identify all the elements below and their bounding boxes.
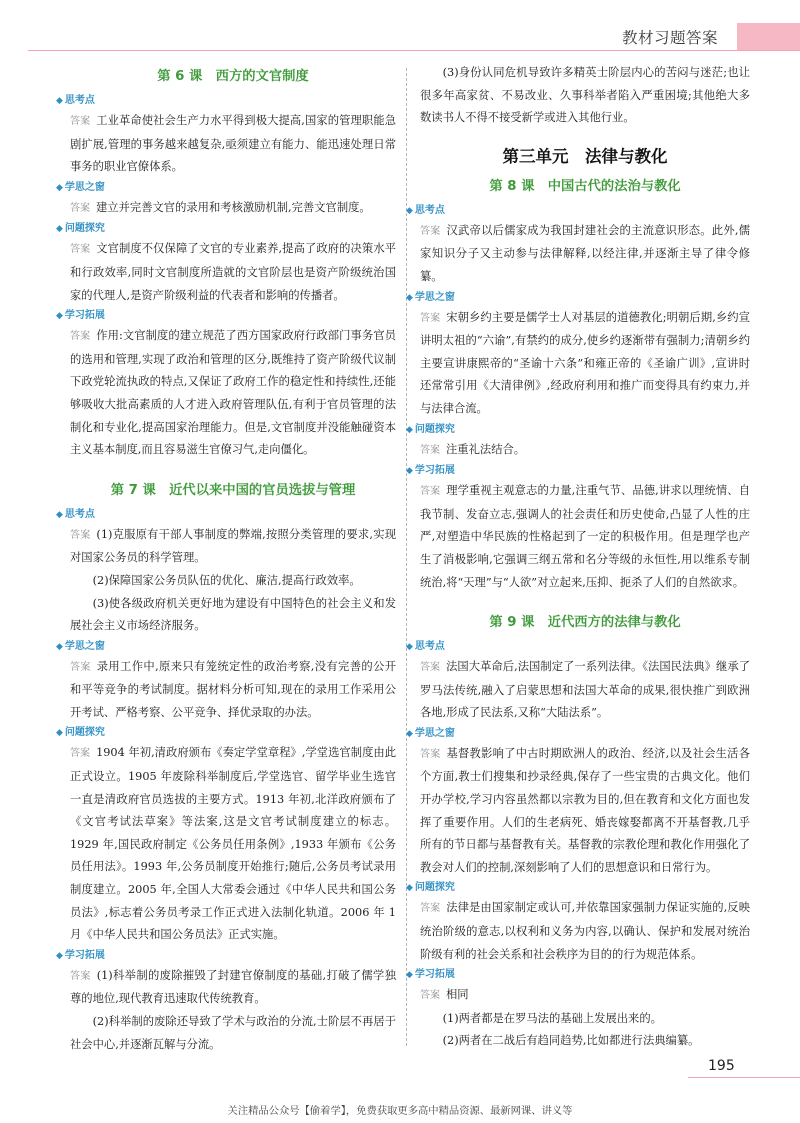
- answer-paragraph: 答案 1904 年初,清政府颁布《奏定学堂章程》,学堂选官制度由此正式设立。1905 年废除科举制度后,学堂选官、留学毕业生选官一直是清政府官员选拔的主要方式。1913 年初,北洋政府颁布了《文官考试法草案》等法案,这是文官考试制度建立的标志。1929 年,国民政府制定《公务员任用条例》,1933 年颁布《公务员任用法》。1993 年,公务员制度开始推行;随后,公务员考试录用制度建立。2005 年,全国人大常委会通过《中华人民共和国公务员法》,标志着公务员考录工作正式进入法制化轨道。2006 年 1 月《中华人民共和国公务员法》正式实施。: [70, 746, 397, 942]
- answer-paragraph: 答案 建立并完善文官的录用和考核激励机制,完善文官制度。: [70, 200, 371, 214]
- section-heading: ◆ 学习拓展: [406, 465, 455, 477]
- answer-label: 答案: [420, 990, 440, 1002]
- diamond-icon: ◆: [406, 205, 413, 216]
- left-column: [56, 62, 397, 1056]
- answer-label: 答案: [70, 244, 91, 256]
- diamond-icon: ◆: [56, 224, 63, 235]
- diamond-icon: ◆: [406, 466, 413, 477]
- diamond-icon: ◆: [406, 970, 413, 981]
- diamond-icon: ◆: [56, 641, 63, 652]
- section-heading: ◆ 思考点: [406, 641, 445, 653]
- section-heading: ◆ 学思之窗: [56, 181, 105, 193]
- answer-paragraph: 答案 宋朝乡约主要是儒学士人对基层的道德教化;明朝后期,乡约宣讲明太祖的“六谕”,有禁约的成分,使乡约逐渐带有强制力;清朝乡约主要宣讲康熙帝的“圣谕十六条”和雍正帝的《圣谕广训》,宣讲时还常常引用《大清律例》,经政府利用和推广而变得具有约束力,并与法律合流。: [420, 310, 750, 415]
- diamond-icon: ◆: [406, 642, 413, 653]
- answer-item: (2)两者在二战后有趋同趋势,比如都进行法典编纂。: [442, 1034, 700, 1048]
- answer-label: 答案: [420, 444, 440, 456]
- continued-paragraph: (3)身份认同危机导致许多精英士阶层内心的苦闷与迷茫;也让很多年高家贫、不易改业、久事科举者陷入严重困境;其他绝大多数读书人不得不接受新学或进入其他行业。: [420, 66, 750, 125]
- lesson-6-title: 第 6 课 西方的文官制度: [157, 69, 309, 84]
- section-heading: ◆ 学思之窗: [406, 291, 455, 303]
- right-column: [406, 62, 751, 1053]
- section-heading: ◆ 问题探究: [56, 223, 105, 235]
- diamond-icon: ◆: [406, 728, 413, 739]
- page-number-rule: [688, 1077, 800, 1078]
- answer-label: 答案: [70, 661, 91, 673]
- answer-label: 答案: [420, 748, 441, 760]
- answer-paragraph: 答案 作用:文官制度的建立规范了西方国家政府行政部门事务官员的选用和管理,实现了政治和管理的区分,既维持了资产阶级代议制下政党轮流执政的特点,又保证了政府工作的稳定性和持续性,还能够吸收大批高素质的人才进入政府管理队伍,有利于官员管理的法制化和专业化,提高国家治理能力。但是,文官制度并没能触碰资本主义基本制度,而且容易滋生官僚习气,走向僵化。: [70, 329, 397, 457]
- answer-paragraph: 答案 汉武帝以后儒家成为我国封建社会的主流意识形态。此外,儒家知识分子又主动参与法律解释,以经注律,并逐渐主导了律令修纂。: [420, 223, 751, 283]
- answer-label: 答案: [420, 903, 441, 915]
- page-number: 195: [708, 1058, 735, 1074]
- answer-paragraph: 答案 注重礼法结合。: [420, 442, 526, 456]
- section-heading: ◆ 问题探究: [406, 423, 455, 435]
- answer-paragraph: 答案 法国大革命后,法国制定了一系列法律。《法国民法典》继承了罗马法传统,融入了启蒙思想和法国大革命的成果,很快推广到欧洲各地,形成了民法系,又称“大陆法系”。: [420, 660, 750, 720]
- answer-item: (1)两者都是在罗马法的基础上发展出来的。: [442, 1011, 662, 1025]
- answer-paragraph: 答案 相同: [420, 988, 469, 1002]
- section-heading: ◆ 学思之窗: [56, 640, 105, 652]
- header-title: 教材习题答案: [622, 29, 719, 47]
- diamond-icon: ◆: [56, 311, 63, 322]
- diamond-icon: ◆: [56, 728, 63, 739]
- section-heading: ◆ 思考点: [56, 508, 95, 520]
- answer-label: 答案: [420, 662, 441, 674]
- diamond-icon: ◆: [56, 182, 63, 193]
- answer-paragraph: 答案 理学重视主观意志的力量,注重气节、品德,讲求以理统情、自我节制、发奋立志,强调人的社会责任和历史使命,凸显了人性的庄严,对塑造中华民族的性格起到了一定的积极作用。但是理学也产生了消极影响,它强调三纲五常和名分等级的永恒性,用以维系专制统治,将“天理”与“人欲”对立起来,压抑、扼杀了人们的自然欲求。: [420, 484, 751, 589]
- answer-label: 答案: [420, 225, 441, 237]
- answer-paragraph: 答案 基督教影响了中古时期欧洲人的政治、经济,以及社会生活各个方面,教士们搜集和抄录经典,保存了一些宝贵的古典文化。他们开办学校,学习内容虽然都以宗教为目的,但在教育和文化方面也发挥了重要作用。人们的生老病死、婚丧嫁娶都离不开基督教,几乎所有的节日都与基督教有关。基督教的宗教伦理和教化作用强化了教会对人们的控制,深刻影响了人们的思想意识和日常行为。: [420, 746, 751, 874]
- lesson-9-title: 第 9 课 近代西方的法律与教化: [489, 615, 681, 631]
- diamond-icon: ◆: [56, 950, 63, 961]
- diamond-icon: ◆: [56, 509, 63, 520]
- answer-paragraph: 答案 (1)科举制的废除摧毁了封建官僚制度的基础,打破了儒学独尊的地位,现代教育迅速取代传统教育。: [70, 968, 396, 1006]
- answer-label: 答案: [70, 202, 90, 214]
- answer-item: (3)使各级政府机关更好地为建设有中国特色的社会主义和发展社会主义市场经济服务。: [70, 596, 396, 633]
- answer-paragraph: 答案 法律是由国家制定或认可,并依靠国家强制力保证实施的,反映统治阶级的意志,以权利和义务为内容,以确认、保护和发展对统治阶级有利的社会关系和社会秩序为目的的行为规范体系。: [420, 901, 751, 961]
- unit-title: 第三单元 法律与教化: [502, 146, 668, 166]
- section-heading: ◆ 学习拓展: [56, 949, 105, 961]
- answer-label: 答案: [420, 312, 441, 324]
- answer-item: (2)保障国家公务员队伍的优化、廉洁,提高行政效率。: [92, 573, 361, 587]
- answer-label: 答案: [70, 331, 91, 343]
- section-heading: ◆ 思考点: [56, 95, 95, 106]
- diamond-icon: ◆: [56, 96, 63, 106]
- answer-paragraph: 答案 (1)克服原有干部人事制度的弊端,按照分类管理的要求,实现对国家公务员的科学管理。: [70, 527, 396, 565]
- answer-item: (2)科举制的废除还导致了学术与政治的分流,士阶层不再居于社会中心,并逐渐瓦解与分流。: [70, 1015, 396, 1051]
- header-accent-tab: [737, 23, 800, 51]
- section-heading: ◆ 问题探究: [56, 727, 105, 739]
- section-heading: ◆ 学思之窗: [406, 727, 455, 739]
- section-heading: ◆ 问题探究: [406, 882, 455, 894]
- answer-label: 答案: [420, 486, 441, 498]
- diamond-icon: ◆: [406, 292, 413, 303]
- answer-label: 答案: [70, 970, 91, 982]
- diamond-icon: ◆: [406, 424, 413, 435]
- diamond-icon: ◆: [406, 883, 413, 894]
- section-heading: ◆ 学习拓展: [56, 310, 105, 322]
- section-heading: ◆ 思考点: [406, 204, 445, 216]
- answer-label: 答案: [70, 116, 91, 127]
- answer-paragraph: 答案 录用工作中,原来只有笼统定性的政治考察,没有完善的公开和平等竞争的考试制度。据材料分析可知,现在的录用工作采用公开考试、严格考察、公平竞争、择优录取的办法。: [70, 659, 397, 719]
- lesson-7-title: 第 7 课 近代以来中国的官员选拔与管理: [110, 482, 356, 498]
- footer-note: 关注精品公众号【偷着学】，免费获取更多高中精品资源、最新网课、讲义等: [227, 1105, 573, 1117]
- section-heading: ◆ 学习拓展: [406, 969, 455, 981]
- answer-label: 答案: [70, 748, 91, 760]
- answer-paragraph: 答案 文官制度不仅保障了文官的专业素养,提高了政府的决策水平和行政效率,同时文官制度所造就的文官阶层也是资产阶级统治国家的代理人,是资产阶级利益的代表者和影响的传播者。: [70, 242, 397, 302]
- header-rule: [28, 50, 800, 51]
- lesson-8-title: 第 8 课 中国古代的法治与教化: [489, 178, 681, 194]
- answer-paragraph: 答案 工业革命使社会生产力水平得到极大提高,国家的管理职能急剧扩展,管理的事务越来越复杂,亟须建立有能力、能迅速处理日常事务的职业官僚体系。: [70, 114, 397, 174]
- answer-label: 答案: [70, 529, 91, 541]
